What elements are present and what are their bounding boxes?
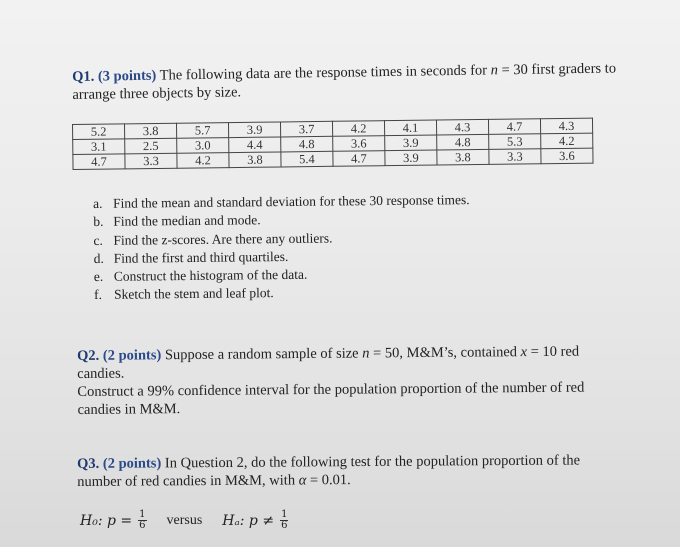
question-2 [77,342,608,419]
table-cell: 3.8 [125,123,177,139]
versus-label: versus [166,512,203,528]
table-cell: 3.6 [541,148,593,164]
q2-text-c: = 10 red candies. [77,343,580,382]
q1-text: The following data are the response times in seconds for [159,62,488,84]
q2-points: (2 points) [102,347,162,364]
part-text: Find the z-scores. Are there any outliers. [113,230,333,248]
table-cell: 5.4 [281,151,333,167]
q1-label: Q1. [72,68,95,85]
q1-text-rest: = 30 first graders to arrange three objects by size. [72,60,617,103]
ha-numerator: 1 [281,509,288,520]
ha-denominator: 6 [281,520,288,531]
part-letter: d. [93,250,104,266]
q2-text-b: = 50, M&M’s, contained [369,344,518,362]
table-cell: 4.8 [437,134,489,150]
table-cell: 3.6 [333,136,385,152]
null-hypothesis: H₀: p = [80,512,133,529]
question-3 [77,451,617,491]
part-text: Construct the histogram of the data. [113,266,308,284]
part-text: Find the first and third quartiles. [113,248,289,266]
table-cell: 5.7 [176,123,228,139]
table-cell: 5.3 [489,134,541,150]
part-text: Sketch the stem and leaf plot. [113,285,274,303]
q2-n-variable: n [362,345,370,362]
table-cell: 4.8 [281,136,333,152]
ha-fraction [280,510,288,531]
table-cell: 3.3 [489,149,541,165]
q2-text: Suppose a random sample of size [164,345,359,364]
hypotheses [80,510,288,531]
table-cell: 4.3 [436,119,488,135]
table-cell: 4.3 [540,118,592,134]
part-text: Find the mean and standard deviation for these 30 response times. [113,192,470,211]
part-letter: e. [93,269,104,285]
q3-points: (2 points) [102,455,162,472]
q1-parts-list [93,191,471,305]
q3-label: Q3. [77,455,100,472]
table-cell: 3.7 [280,121,332,137]
table-cell: 4.2 [177,153,229,169]
q3-text: In Question 2, do the following test for the population proportion of the number of red candies in M&M, with [77,452,581,490]
q2-label: Q2. [77,347,100,364]
table-cell: 4.7 [488,119,540,135]
table-cell: 4.7 [73,154,125,170]
table-cell: 3.9 [228,122,280,138]
list-item [94,283,471,305]
h0-fraction [138,510,146,531]
table-cell: 4.2 [332,121,384,137]
table-cell: 3.9 [385,150,437,166]
table-cell: 3.3 [125,153,177,169]
question-1 [72,59,632,104]
part-letter: a. [93,195,103,211]
q2-instruction: Construct a 99% confidence interval for the population proportion of the number of red candies in M&M. [77,379,585,418]
table-cell: 3.8 [437,149,489,165]
part-letter: b. [93,214,104,230]
table-cell: 5.2 [73,124,125,140]
part-letter: f. [93,287,103,303]
table-cell: 2.5 [125,138,177,154]
table-cell: 3.9 [385,135,437,151]
table-cell: 4.1 [384,120,436,136]
q1-points: (3 points) [97,67,157,85]
table-cell: 4.2 [541,133,593,149]
table-cell: 3.8 [229,152,281,168]
h0-denominator: 6 [139,520,146,531]
part-text: Find the median and mode. [113,212,261,230]
table-cell: 4.4 [229,137,281,153]
q1-n-variable: n [490,62,499,79]
q2-x-variable: x [520,344,528,361]
table-cell: 4.7 [333,151,385,167]
q3-text-b: = 0.01. [306,472,351,489]
response-times-table [72,118,594,170]
part-letter: c. [93,232,103,248]
table-cell: 3.0 [177,138,229,154]
h0-numerator: 1 [139,509,146,520]
q3-alpha: α [298,472,307,489]
alt-hypothesis: Hₐ: p ≠ [222,512,275,529]
table-cell: 3.1 [73,139,125,155]
